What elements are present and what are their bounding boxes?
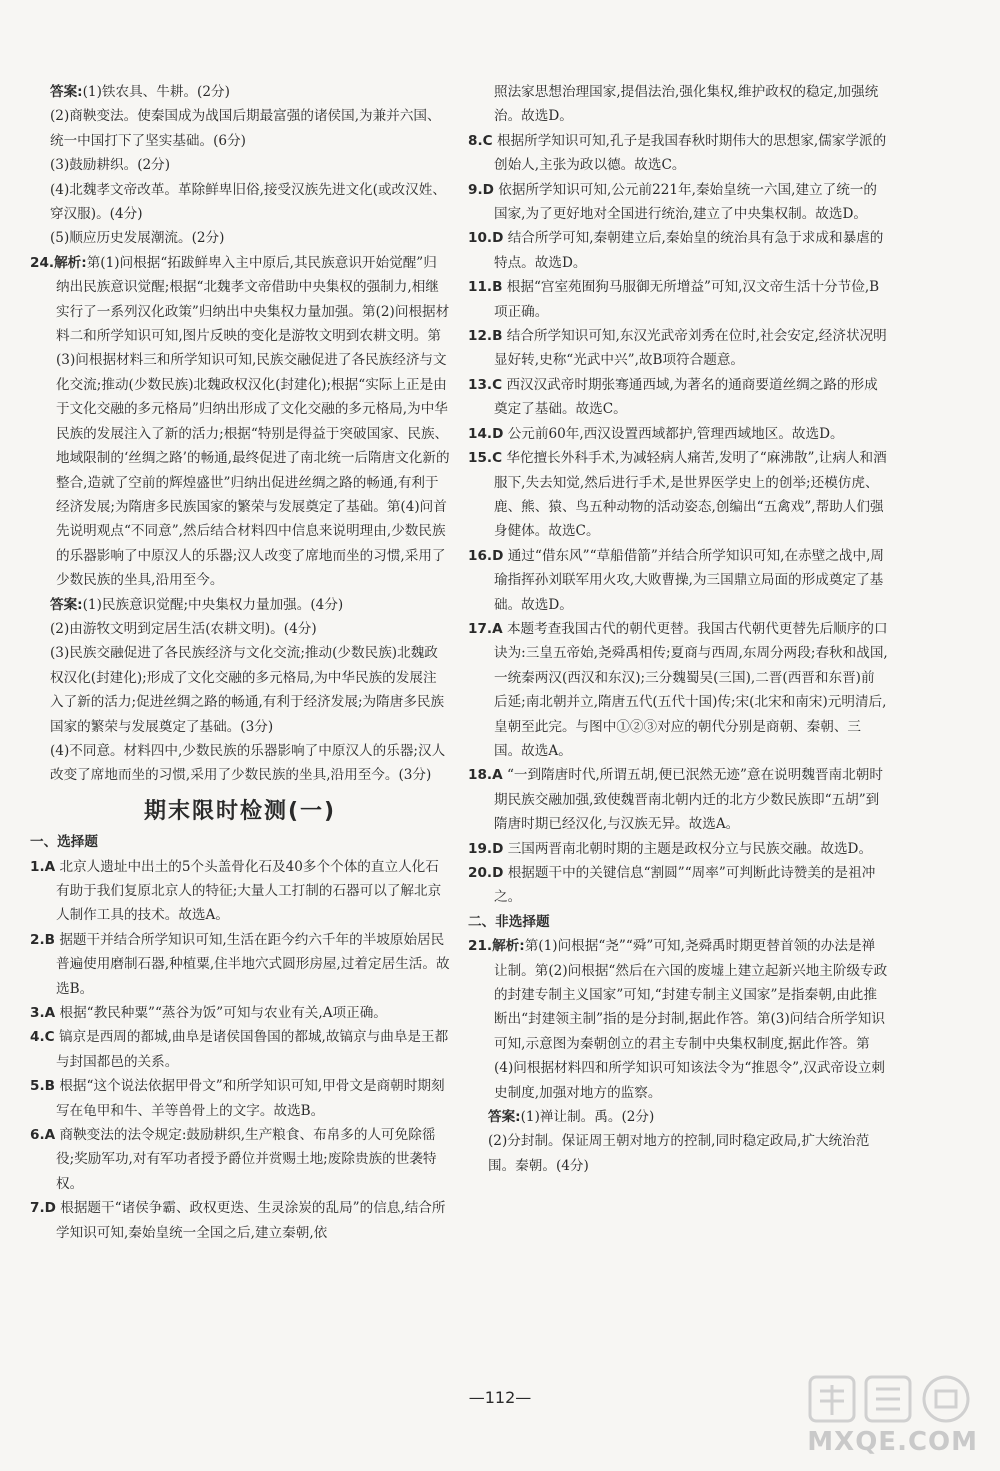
analysis-text: 第(1)问根据“尧”“舜”可知,尧舜禹时期更替首领的办法是禅让制。第(2)问根据“然后在六国的废墟上建立起新兴地主阶级专政的封建专制主义国家”可知,“封建专制主义国家”是指秦朝,由此推断出“封建领主制”指的是分封制,据此作答。第(3)问结合所学知识可知,示意图为秦朝创立的君主专制中央集权制度,据此作答。第(4)问根据材料四和所学知识可知该法令为“推恩令”,汉武帝设立刺史制度,加强对地方的监察。 <box>494 938 888 1101</box>
list-item <box>468 226 888 275</box>
question-number: 21. <box>468 938 493 955</box>
item-text: “一到隋唐时代,所谓五胡,便已泯然无迹”意在说明魏晋南北朝时期民族交融加强,致使魏晋南北朝内迁的北方少数民族即“五胡”到隋唐时期已经汉化,与汉族无异。故选A。 <box>494 767 883 833</box>
item-number: 5.B <box>30 1078 55 1095</box>
list-item <box>468 178 888 227</box>
item-text: 依据所学知识可知,公元前221年,秦始皇统一六国,建立了统一的国家,为了更好地对全国进行统治,建立了中央集权制。故选D。 <box>494 181 878 223</box>
answer-text: (2)分封制。保证周王朝对地方的控制,同时稳定政局,扩大统治范围。秦朝。(4分) <box>488 1133 870 1174</box>
answer-text: (1)禅让制。禹。(2分) <box>520 1109 655 1126</box>
item-text: 根据题干中的关键信息“割圆”“周率”可判断此诗赞美的是祖冲之。 <box>494 865 876 906</box>
list-item <box>30 1001 450 1025</box>
watermark <box>786 1371 986 1457</box>
item-text: 根据题干“诸侯争霸、政权更迭、生灵涂炭的乱局”的信息,结合所学知识可知,秦始皇统一全国之后,建立秦朝,依 <box>56 1200 446 1241</box>
answer-text: (3)鼓励耕织。(2分) <box>50 157 171 174</box>
answer-text: (2)商鞅变法。使秦国成为战国后期最富强的诸侯国,为兼并六国、统一中国打下了坚实基础。(6分) <box>50 108 441 149</box>
item-text: 根据所学知识可知,孔子是我国春秋时期伟大的思想家,儒家学派的创始人,主张为政以德。故选C。 <box>494 132 887 174</box>
answer-label: 答案: <box>50 596 83 613</box>
item-number: 18.A <box>468 767 503 784</box>
answer-label: 答案: <box>50 84 83 100</box>
item-number: 19.D <box>468 840 504 857</box>
item-text: 根据“宫室苑囿狗马服御无所增益”可知,汉文帝生活十分节俭,B项正确。 <box>494 279 880 320</box>
list-item <box>468 373 888 422</box>
item-text: 本题考查我国古代的朝代更替。我国古代朝代更替先后顺序的口诀为:三皇五帝始,尧舜禹相传;夏商与西周,东周分两段;春秋和战国,一统秦两汉(西汉和东汉);三分魏蜀吴(三国),二晋(西晋和东晋)前后延;南北朝并立,隋唐五代(五代十国)传;宋(北宋和南宋)元明清后,皇朝至此完。与图中①②③对应的朝代分别是商朝、秦朝、三国。故选A。 <box>494 620 888 759</box>
list-item <box>30 1196 450 1245</box>
item-text: 根据“教民种粟”“蒸谷为饭”可知与农业有关,A项正确。 <box>59 1005 387 1022</box>
right-column <box>468 80 888 1178</box>
item-number: 10.D <box>468 230 504 247</box>
item-text: 西汉汉武帝时期张骞通西域,为著名的通商要道丝绸之路的形成奠定了基础。故选C。 <box>494 376 878 418</box>
answer-text: (4)不同意。材料四中,少数民族的乐器影响了中原汉人的乐器;汉人改变了席地而坐的习惯,采用了少数民族的坐具,沿用至今。(3分) <box>50 742 446 784</box>
item-number: 15.C <box>468 450 503 467</box>
section-choice <box>30 830 450 1245</box>
item-number: 13.C <box>468 376 503 393</box>
list-item <box>468 837 888 861</box>
item-number: 2.B <box>30 931 55 948</box>
item-text: 结合所学知识可知,东汉光武帝刘秀在位时,社会安定,经济状况明显好转,史称“光武中兴”,故B项符合题意。 <box>494 328 887 369</box>
answer-text: (1)民族意识觉醒;中央集权力量加强。(4分) <box>82 596 344 613</box>
section-heading: 二、非选择题 <box>468 913 550 930</box>
item-number: 16.D <box>468 547 504 564</box>
list-item <box>468 617 888 763</box>
item-text: 公元前60年,西汉设置西域都护,管理西域地区。故选D。 <box>507 425 844 442</box>
left-column <box>30 80 450 1245</box>
list-item <box>30 1025 450 1074</box>
watermark-logo-icon <box>806 1371 986 1427</box>
item-number: 9.D <box>468 181 494 198</box>
analysis-24 <box>30 251 450 593</box>
section-title: 期末限时检测(一) <box>143 798 337 824</box>
list-item <box>468 324 888 373</box>
question-number: 24. <box>30 254 55 271</box>
item-number: 6.A <box>30 1127 56 1144</box>
item-number: 11.B <box>468 279 503 296</box>
list-item <box>30 855 450 928</box>
item-number: 1.A <box>30 858 56 875</box>
list-item <box>468 446 888 544</box>
item-text: 三国两晋南北朝时期的主题是政权分立与民族交融。故选D。 <box>507 840 873 857</box>
analysis-21 <box>468 934 888 1105</box>
answer-text: (5)顺应历史发展潮流。(2分) <box>50 230 225 247</box>
item-text: 根据“这个说法依据甲骨文”和所学知识可知,甲骨文是商朝时期刻写在龟甲和牛、羊等兽骨上的文字。故选B。 <box>56 1078 445 1119</box>
answer-24 <box>30 593 450 788</box>
item-number: 14.D <box>468 425 504 442</box>
answer-text: (3)民族交融促进了各民族经济与文化交流;推动(少数民族)北魏政权汉化(封建化);形成了文化交融的多元格局,为中华民族的发展注入了新的活力;促进丝绸之路的畅通,有利于经济发展;为隋唐多民族国家的繁荣与发展奠定了基础。(3分) <box>50 645 445 735</box>
answer-text: (4)北魏孝文帝改革。革除鲜卑旧俗,接受汉族先进文化(或改汉姓、穿汉服)。(4分) <box>50 181 446 223</box>
list-item <box>468 861 888 910</box>
item-text: 华佗擅长外科手术,为减轻病人痛苦,发明了“麻沸散”,让病人和酒服下,失去知觉,然后进行手术,是世界医学史上的创举;还模仿虎、鹿、熊、猿、鸟五种动物的活动姿态,创编出“五禽戏”,帮助人们强身健体。故选C。 <box>494 450 887 540</box>
answer-text: (1)铁农具、牛耕。(2分) <box>82 84 230 100</box>
answer-21 <box>468 1105 888 1178</box>
list-item <box>30 1074 450 1123</box>
item-number: 17.A <box>468 620 503 637</box>
item-number: 3.A <box>30 1005 56 1022</box>
item-text: 镐京是西周的都城,曲阜是诸侯国鲁国的都城,故镐京与曲阜是王都与封国都邑的关系。 <box>56 1029 449 1070</box>
page-number: —112— <box>468 1388 532 1407</box>
answer-text: (2)由游牧文明到定居生活(农耕文明)。(4分) <box>50 620 317 637</box>
answer-23 <box>30 80 450 251</box>
list-item <box>30 928 450 1001</box>
analysis-label: 解析: <box>492 938 525 955</box>
item-text: 北京人遗址中出土的5个头盖骨化石及40多个个体的直立人化石有助于我们复原北京人的特征;大量人工打制的石器可以了解北京人制作工具的技术。故选A。 <box>56 858 442 924</box>
list-item <box>30 1123 450 1196</box>
item-number: 8.C <box>468 132 493 149</box>
analysis-text: 第(1)问根据“拓跋鲜卑入主中原后,其民族意识开始觉醒”归纳出民族意识觉醒;根据“北魏孝文帝借助中央集权的强制力,相继实行了一系列汉化政策”归纳出中央集权力量加强。第(2)问根据材料二和所学知识可知,图片反映的变化是游牧文明到农耕文明。第(3)问根据材料三和所学知识可知,民族交融促进了各民族经济与文化交流;推动(少数民族)北魏政权汉化(封建化);根据“实际上正是由于文化交融的多元格局”归纳出形成了文化交融的多元格局,为中华民族的发展注入了新的活力;根据“特别是得益于突破国家、民族、地域限制的‘丝绸之路’的畅通,最终促进了南北统一后隋唐文化新的整合,造就了空前的辉煌盛世”归纳出促进丝绸之路的畅通,有利于经济发展;为隋唐多民族国家的繁荣与发展奠定了基础。第(4)问首先说明观点“不同意”,然后结合材料四中信息来说明理由,少数民族的乐器影响了中原汉人的乐器;汉人改变了席地而坐的习惯,采用了少数民族的坐具,沿用至今。 <box>56 254 450 589</box>
list-item <box>468 129 888 178</box>
item-text: 通过“借东风”“草船借箭”并结合所学知识可知,在赤壁之战中,周瑜指挥孙刘联军用火攻,大败曹操,为三国鼎立局面的形成奠定了基础。故选D。 <box>494 547 884 613</box>
list-item <box>468 544 888 617</box>
analysis-label: 解析: <box>54 254 87 271</box>
item-number: 4.C <box>30 1029 55 1046</box>
list-item <box>468 275 888 324</box>
list-item <box>468 422 888 446</box>
item-text: 结合所学可知,秦朝建立后,秦始皇的统治具有急于求成和暴虐的特点。故选D。 <box>494 230 884 271</box>
continued-text: 照法家思想治理国家,提倡法治,强化集权,维护政权的稳定,加强统治。故选D。 <box>494 84 879 125</box>
item-text: 商鞅变法的法令规定:鼓励耕织,生产粮食、布帛多的人可免除徭役;奖励军功,对有军功者授予爵位并赏赐土地;废除贵族的世袭特权。 <box>56 1127 437 1192</box>
item-number: 20.D <box>468 865 504 881</box>
section-heading: 一、选择题 <box>30 834 98 851</box>
item-text: 据题干并结合所学知识可知,生活在距今约六千年的半坡原始居民普遍使用磨制石器,种植粟,住半地穴式圆形房屋,过着定居生活。故选B。 <box>56 931 450 997</box>
item-number: 12.B <box>468 328 503 345</box>
list-item <box>468 763 888 836</box>
answer-label: 答案: <box>488 1109 521 1126</box>
watermark-url: MXQE.COM <box>807 1427 978 1457</box>
item-number: 7.D <box>30 1200 56 1217</box>
